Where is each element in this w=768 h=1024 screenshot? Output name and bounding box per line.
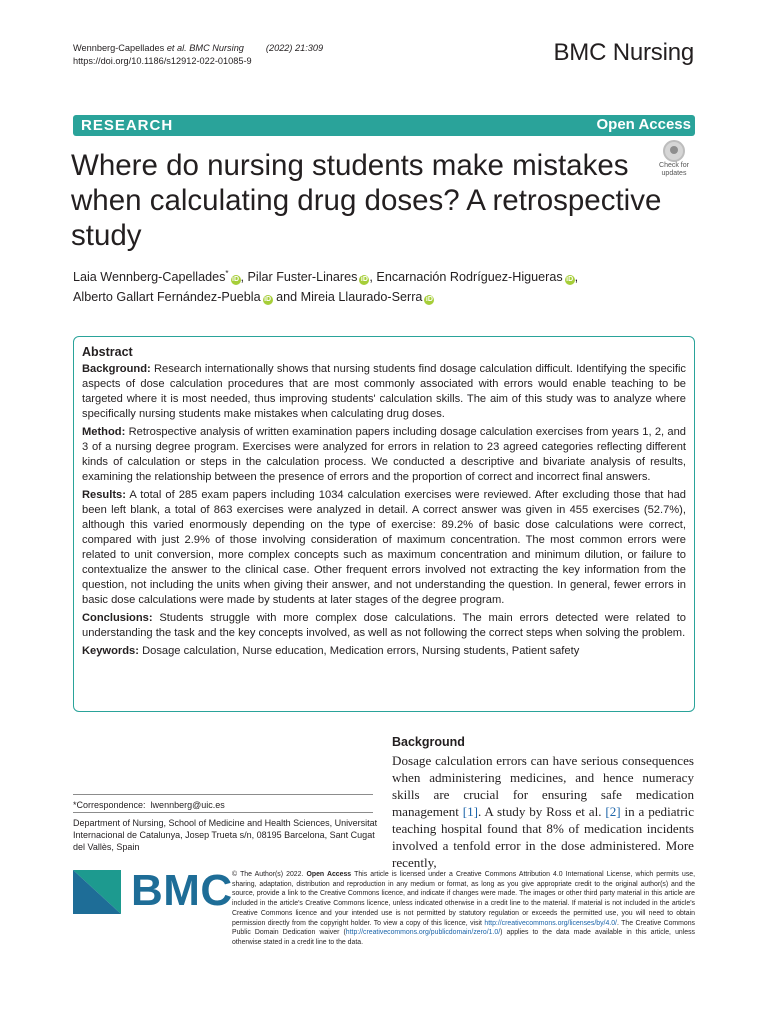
license-link[interactable]: http://creativecommons.org/licenses/by/4.0/ bbox=[484, 919, 617, 927]
author-name[interactable]: Laia Wennberg-Capellades bbox=[73, 270, 226, 285]
bmc-logo-mark-icon bbox=[73, 870, 121, 914]
abstract-conclusions-text: Students struggle with more complex dose calculations. The main errors detected were related to understanding the task and the key concepts involved, as well as not following the correct steps when solving the problem. bbox=[82, 612, 686, 639]
open-access-label: Open Access bbox=[596, 116, 691, 133]
footnote-divider bbox=[73, 794, 373, 795]
reference-link[interactable]: [2] bbox=[605, 804, 621, 819]
orcid-icon[interactable]: iD bbox=[425, 296, 433, 304]
author-separator: , bbox=[574, 270, 579, 285]
article-title: Where do nursing students make mistakes when calculating drug doses? A retrospective study bbox=[71, 149, 662, 252]
author-list bbox=[73, 264, 693, 307]
article-type-label: RESEARCH bbox=[81, 117, 174, 134]
abstract-background bbox=[82, 362, 686, 422]
article-type-banner bbox=[73, 115, 695, 136]
corresponding-mark: * bbox=[225, 269, 229, 278]
author-name[interactable]: and Mireia Llaurado-Serra bbox=[272, 290, 423, 305]
abstract-background-label: Background: bbox=[82, 363, 151, 375]
check-updates-icon bbox=[663, 140, 685, 162]
journal-name: BMC Nursing bbox=[553, 39, 694, 66]
bmc-logo bbox=[73, 866, 233, 917]
abstract-conclusions bbox=[82, 611, 686, 641]
abstract-background-text: Research internationally shows that nursing students find dosage calculation difficult. Identifying the specific aspects of dose calculation procedures that are most commonly associated with errors would enable teaching to be targeted where it is most needed, thus improving students' calculation skills. The aim of this study was to analyze where specifically nursing students make mistakes when calculating drug doses. bbox=[82, 363, 686, 420]
author-affiliation: Department of Nursing, School of Medicine and Health Sciences, Universitat Internacional de Catalunya, Josep Trueta s/n, 08195 Barcelona, Sant Cugat del Vallès, Spain bbox=[73, 818, 378, 853]
license-body: ) applies to the data made available in this article, unless otherwise stated in a credit line to the data. bbox=[232, 929, 695, 946]
correspondence-label: *Correspondence: bbox=[73, 800, 146, 810]
orcid-icon[interactable]: iD bbox=[360, 276, 368, 284]
orcid-icon[interactable]: iD bbox=[264, 296, 272, 304]
check-for-updates-button[interactable] bbox=[654, 140, 694, 184]
check-updates-label: Check for updates bbox=[659, 162, 689, 177]
abstract-heading: Abstract bbox=[82, 345, 133, 359]
orcid-icon[interactable]: iD bbox=[566, 276, 574, 284]
body-text: . A study by Ross et al. bbox=[478, 804, 606, 819]
abstract-box bbox=[73, 336, 695, 712]
abstract-keywords-label: Keywords: bbox=[82, 645, 139, 657]
body-text: Dosage calculation errors can have serious consequences when administering medicines, and hence numeracy skills are crucial for ensuring safe medication management bbox=[392, 753, 694, 819]
abstract-results-text: A total of 285 exam papers including 1034 calculation exercises were reviewed. After excluding those that had been left blank, a total of 863 exercises were analyzed in detail. A correct answer was given in 455 exercises (52.7%), although this varied enormously depending on the type of exercise: 89.2% of basic dose calculations were correct, compared with just 2.9% of those involving consideration of maximum concentration. The most common errors were related to unit conversion, more complex concepts such as maximum concentration and minimum dilution, or failure to contextualize the answer to the clinical case. Other frequent errors involved not extracting the key information from the question, not including the units when giving their answer, and not understanding the question. In general, fewer errors in basic dose calculations were made by students at later stages of the degree program. bbox=[82, 489, 686, 606]
license-body: . The Creative Commons Public Domain Dedication waiver ( bbox=[232, 919, 695, 937]
license-body: This article is licensed under a Creative Commons Attribution 4.0 International License, which permits use, sharing, adaptation, distribution and reproduction in any medium or format, as long as you give appropriate credit to the original author(s) and the source, provide a link to the Creative Commons licence, and indicate if changes were made. The images or other third party material in this article are included in the article's Creative Commons licence, unless indicated otherwise in a credit line to the material. If material is not included in the article's Creative Commons licence and your intended use is not permitted by statutory regulation or exceeds the permitted use, you will need to obtain permission directly from the copyright holder. To view a copy of this licence, visit bbox=[232, 871, 696, 927]
author-name[interactable]: Alberto Gallart Fernández-Puebla bbox=[73, 290, 261, 305]
orcid-icon[interactable]: iD bbox=[232, 276, 240, 284]
abstract-keywords-text: Dosage calculation, Nurse education, Medication errors, Nursing students, Patient safety bbox=[142, 645, 580, 657]
license-text bbox=[232, 870, 695, 948]
correspondence bbox=[73, 799, 373, 811]
author-name[interactable]: , Encarnación Rodríguez-Higueras bbox=[369, 270, 563, 285]
citation-authors: Wennberg-Capellades bbox=[73, 43, 165, 53]
body-text: in a pediatric teaching hospital found that 8% of medication incidents involved a tenfold error in the dose administered. More recently, bbox=[392, 804, 695, 870]
abstract-keywords bbox=[82, 644, 686, 659]
license-copyright: © The Author(s) 2022. bbox=[232, 871, 307, 878]
abstract-conclusions-label: Conclusions: bbox=[82, 612, 153, 624]
section-heading: Background bbox=[392, 735, 465, 749]
abstract-method-text: Retrospective analysis of written examination papers including dosage calculation exercises from years 1, 2, and 3 of a nursing degree program. Exercises were analyzed for errors in relation to 23 agreed categories reflecting different kinds of calculation or steps in the calculation process. We conducted a descriptive and bivariate analysis of results, examining the relationship between the presence of errors and the proportion of correct and incorrect final answers. bbox=[82, 426, 686, 483]
correspondence-email[interactable]: lwennberg@uic.es bbox=[150, 800, 225, 810]
citation-journal: et al. BMC Nursing bbox=[164, 43, 244, 53]
abstract-method bbox=[82, 425, 686, 485]
abstract-results-label: Results: bbox=[82, 489, 126, 501]
abstract-method-label: Method: bbox=[82, 426, 126, 438]
abstract-results bbox=[82, 488, 686, 608]
license-link[interactable]: http://creativecommons.org/publicdomain/zero/1.0/ bbox=[345, 929, 501, 937]
license-open-access: Open Access bbox=[306, 871, 352, 878]
doi-link[interactable]: https://doi.org/10.1186/s12912-022-01085-9 bbox=[73, 56, 252, 66]
bmc-logo-text: BMC bbox=[131, 866, 233, 915]
citation-year: (2022) 21:309 bbox=[265, 43, 324, 53]
body-paragraph bbox=[392, 752, 694, 871]
footnote-divider bbox=[73, 812, 373, 813]
reference-link[interactable]: [1] bbox=[462, 804, 479, 819]
citation-header bbox=[73, 42, 323, 68]
author-name[interactable]: , Pilar Fuster-Linares bbox=[240, 270, 358, 285]
